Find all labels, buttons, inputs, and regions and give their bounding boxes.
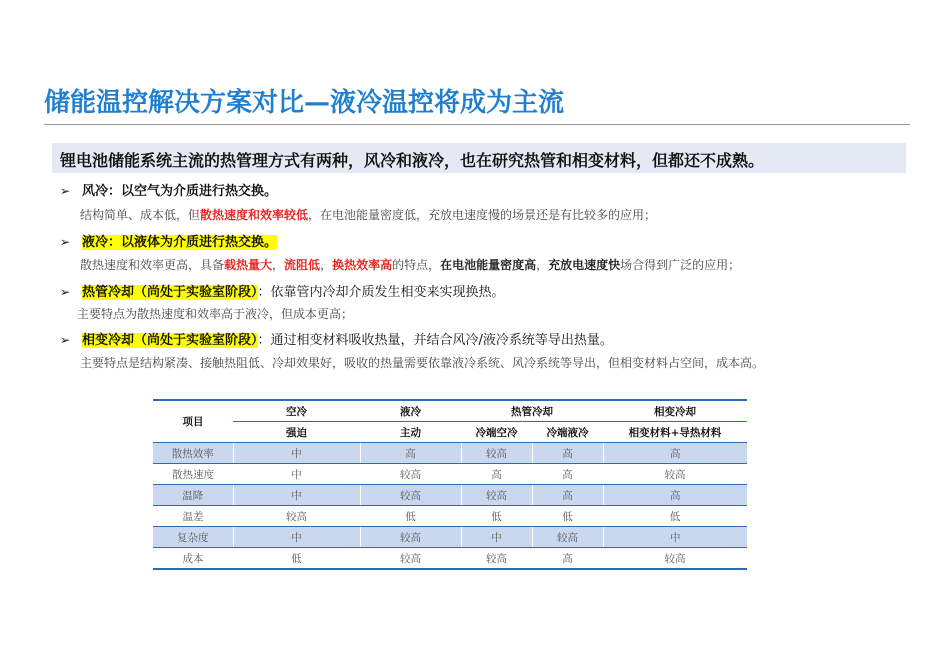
table-cell: 高 [532,443,603,464]
item-liquid-cooling-head [60,233,277,252]
item-head-suffix: ：依靠管内冷却介质发生相变来实现换热。 [257,285,505,300]
table-cell: 中 [603,527,747,548]
emphasis-text: 充放电速度快 [548,258,621,272]
detail-text: ， [320,258,333,272]
table-sub-header: 强迫 [233,422,360,443]
table-cell: 高 [461,464,532,485]
table-cell: 中 [461,527,532,548]
item-liquid-cooling-detail [80,257,740,273]
table-cell: 中 [233,464,360,485]
item-head-text: 热管冷却（尚处于实验室阶段） [82,285,258,300]
table-row [153,443,747,464]
highlight-text: 流阻低 [284,258,321,272]
table-cell: 低 [233,548,360,570]
table-row [153,464,747,485]
item-phasechange-head [60,331,613,350]
detail-text: 散热速度和效率更高，具备 [80,258,225,272]
table-cell: 中 [233,527,360,548]
comparison-table [153,399,747,570]
table-cell: 高 [603,485,747,506]
table-cell: 较高 [360,527,461,548]
item-heatpipe-detail [77,306,353,322]
detail-text: ， [536,258,549,272]
detail-text: 场合得到广泛的应用； [620,258,741,272]
table-group-header: 热管冷却 [461,400,603,422]
item-head-text: 相变冷却（尚处于实验室阶段） [82,333,258,348]
table-row [153,527,747,548]
table-cell: 高 [532,464,603,485]
table-sub-header: 相变材料+导热材料 [603,422,747,443]
table-group-header: 空冷 [233,400,360,422]
table-cell: 较高 [360,464,461,485]
highlight-text: 散热速度和效率较低 [200,208,309,222]
table-group-header: 相变冷却 [603,400,747,422]
arrow-bullet-icon: ➢ [60,333,71,347]
table-row [153,506,747,527]
table-cell: 低 [360,506,461,527]
table-row-label: 散热效率 [153,443,233,464]
item-heatpipe-head [60,283,505,302]
arrow-bullet-icon: ➢ [60,235,71,249]
table-cell: 较高 [461,443,532,464]
highlight-text: 换热效率高 [332,258,393,272]
table-row [153,485,747,506]
table-cell: 较高 [360,485,461,506]
table-sub-header: 冷端液冷 [532,422,603,443]
table-row-label: 复杂度 [153,527,233,548]
table-row-label: 成本 [153,548,233,570]
arrow-bullet-icon: ➢ [60,285,71,299]
table-cell: 较高 [603,548,747,570]
detail-text: 结构简单、成本低，但 [80,208,201,222]
item-head-text: 风冷：以空气为介质进行热交换。 [82,184,278,199]
table-group-header: 液冷 [360,400,461,422]
detail-text: ， [272,258,285,272]
detail-text: 主要特点为散热速度和效率高于液冷，但成本更高； [77,307,354,321]
table-cell: 较高 [461,485,532,506]
table-cell: 中 [233,485,360,506]
detail-text: 主要特点是结构紧凑、接触热阻低、冷却效果好，吸收的热量需要依靠液冷系统、风冷系统等导出，但相变材料占空间，成本高。 [80,356,765,370]
table-cell: 较高 [532,527,603,548]
table-sub-header: 冷端空冷 [461,422,532,443]
table-cell: 较高 [603,464,747,485]
table-row-label: 温差 [153,506,233,527]
title-divider [44,124,910,125]
item-phasechange-detail [80,355,764,371]
item-air-cooling-head [60,182,277,201]
detail-text: 的特点， [392,258,441,272]
table-cell: 高 [532,548,603,570]
highlight-text: 载热量大 [224,258,273,272]
table-cell: 较高 [233,506,360,527]
table-cell: 中 [233,443,360,464]
table-cell: 高 [532,485,603,506]
summary-text: 锂电池储能系统主流的热管理方式有两种，风冷和液冷，也在研究热管和相变材料，但都还不成熟。 [60,151,765,170]
table-cell: 较高 [461,548,532,570]
table-cell: 低 [603,506,747,527]
item-head-text: 液冷：以液体为介质进行热交换。 [82,235,278,250]
table-cell: 低 [532,506,603,527]
arrow-bullet-icon: ➢ [60,184,71,198]
emphasis-text: 在电池能量密度高 [440,258,537,272]
table-cell: 高 [360,443,461,464]
page-title: 储能温控解决方案对比—液冷温控将成为主流 [44,88,565,118]
table-corner-header: 项目 [153,400,233,443]
detail-text: ，在电池能量密度低，充放电速度慢的场景还是有比较多的应用； [308,208,657,222]
item-air-cooling-detail [80,207,656,223]
table-row-label: 温降 [153,485,233,506]
table-cell: 高 [603,443,747,464]
table-sub-header: 主动 [360,422,461,443]
table-row [153,548,747,570]
table-cell: 低 [461,506,532,527]
table-cell: 较高 [360,548,461,570]
item-head-suffix: ：通过相变材料吸收热量，并结合风冷/液冷系统等导出热量。 [257,333,613,348]
table-row-label: 散热速度 [153,464,233,485]
